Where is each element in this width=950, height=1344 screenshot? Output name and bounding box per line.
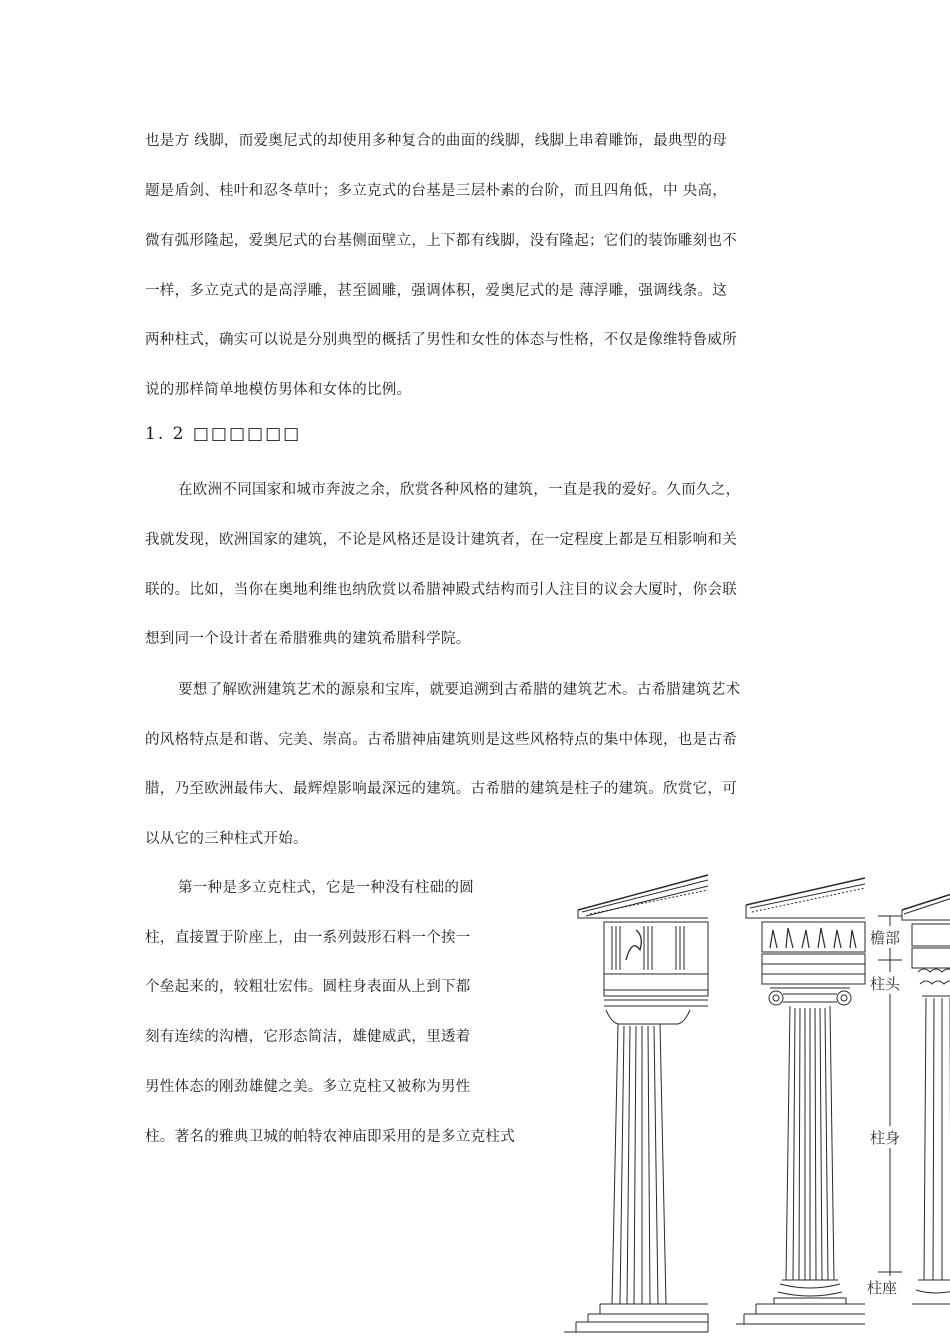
column-orders-figure [560,860,950,1344]
para3-line-1: 要想了解欧洲建筑艺术的源泉和宝库，就要追溯到古希腊的建筑艺术。古希腊建筑艺术 [178,682,741,698]
ionic-order-drawing [736,878,865,1324]
para4-line-3: 个垒起来的，较粗壮宏伟。圆柱身表面从上到下都 [145,979,471,995]
para2-line-1: 在欧洲不同国家和城市奔波之余，欣赏各种风格的建筑，一直是我的爱好。久而久之， [178,482,741,498]
para4-line-1: 第一种是多立克柱式，它是一种没有柱础的圆 [178,880,474,896]
para1-line-1: 也是方 线脚，而爱奥尼式的却使用多种复合的曲面的线脚，线脚上串着雕饰，最典型的母 [145,133,728,149]
para4-line-4: 刻有连续的沟槽，它形态简洁，雄健威武，里透着 [145,1029,471,1045]
doric-order-drawing [564,875,708,1332]
label-shaft: 柱身 [870,1129,901,1147]
para1-line-3: 微有弧形隆起，爱奥尼式的台基侧面壁立，上下都有线脚，没有隆起；它们的装饰雕刻也不 [145,233,737,249]
para3-line-2: 的风格特点是和谐、完美、崇高。古希腊神庙建筑则是这些风格特点的集中体现，也是古希 [145,732,737,748]
para2-line-4: 想到同一个设计者在希腊雅典的建筑希腊科学院。 [145,631,471,647]
para1-line-5: 两种柱式，确实可以说是分别典型的概括了男性和女性的体态与性格，不仅是像维特鲁威所 [145,332,737,348]
para3-line-3: 腊，乃至欧洲最伟大、最辉煌影响最深远的建筑。古希腊的建筑是柱子的建筑。欣赏它，可 [145,781,737,797]
para4-line-5: 男性体态的刚劲雄健之美。多立克柱又被称为男性 [145,1079,471,1095]
para1-line-2: 题是盾剑、桂叶和忍冬草叶；多立克式的台基是三层朴素的台阶，而且四角低，中 央高， [145,183,728,199]
label-capital: 柱头 [870,975,901,993]
para1-line-6: 说的那样简单地模仿男体和女体的比例。 [145,382,412,398]
para2-line-2: 我就发现，欧洲国家的建筑，不论是风格还是设计建筑者，在一定程度上都是互相影响和关 [145,532,737,548]
corinthian-order-drawing [902,892,950,1304]
para4-line-2: 柱，直接置于阶座上，由一系列鼓形石料一个挨一 [145,930,471,946]
para3-line-4: 以从它的三种柱式开始。 [145,831,308,847]
para1-line-4: 一样，多立克式的是高浮雕，甚至圆雕，强调体积，爱奥尼式的是 薄浮雕，强调线条。这 [145,283,728,299]
label-base: 柱座 [867,1279,898,1297]
para4-line-6: 柱。著名的雅典卫城的帕特农神庙即采用的是多立克柱式 [145,1129,515,1145]
label-entablature: 檐部 [870,929,901,947]
section-heading: 1. 2 □□□□□□ [145,424,302,444]
para2-line-3: 联的。比如，当你在奥地利维也纳欣赏以希腊神殿式结构而引人注目的议会大厦时，你会联 [145,582,737,598]
para4-column [145,878,533,1178]
